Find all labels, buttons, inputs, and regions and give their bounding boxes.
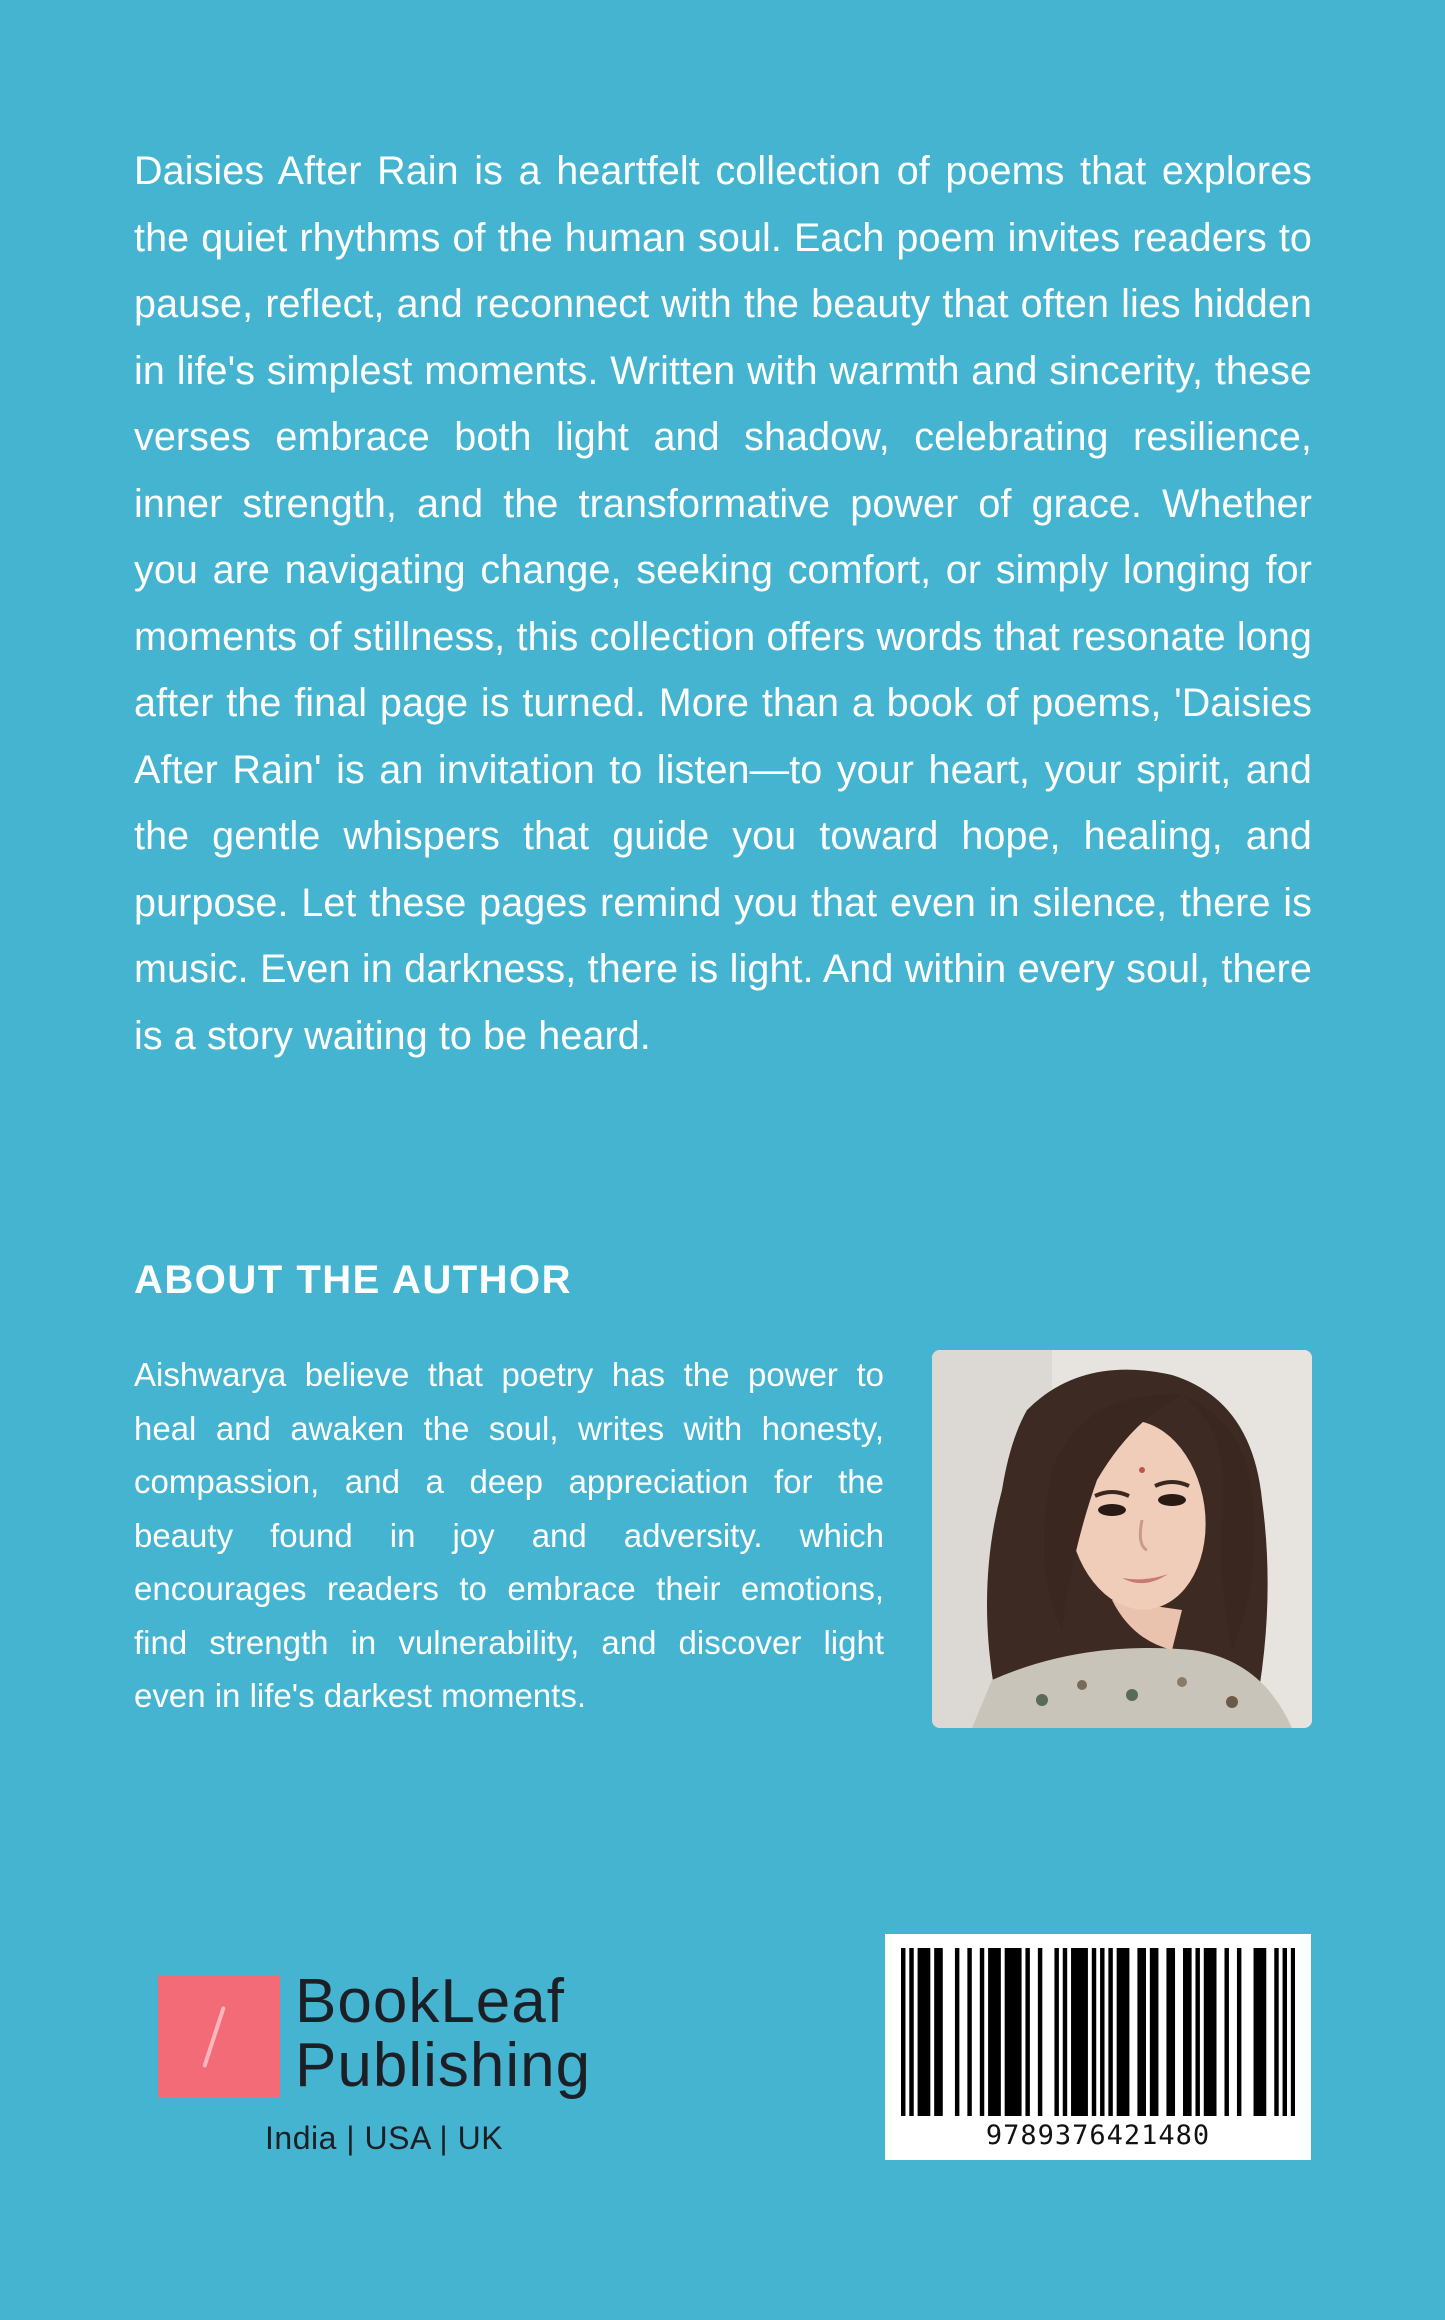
barcode-bar [1224, 1948, 1228, 2116]
barcode-bar [922, 1948, 926, 2116]
barcode-bar [1108, 1948, 1112, 2116]
barcode-bar [1025, 1948, 1029, 2116]
barcode-bar [1009, 1948, 1013, 2116]
barcode-bar [1017, 1948, 1021, 2116]
about-author-heading: ABOUT THE AUTHOR [134, 1258, 573, 1302]
barcode-bar [1005, 1948, 1009, 2116]
barcode-bar [1166, 1948, 1170, 2116]
book-description: Daisies After Rain is a heartfelt collection of poems that explores the quiet rhythms of the human soul. Each poem invites readers to pause, reflect, and reconnect with the beauty that often lies hidden in life's simplest moments. Written with warmth and sincerity, these verses embrace both light and shadow, celebrating resilience, inner strength, and the transformative power of grace. Whether you are navigating change, seeking comfort, or simply longing for moments of stillness, this collection offers words that resonate long after the final page is turned. More than a book of poems, 'Daisies After Rain' is an invitation to listen—to your heart, your spirit, and the gentle whispers that guide you toward hope, healing, and purpose. Let these pages remind you that even in silence, there is music. Even in darkness, there is light. And within every soul, there is a story waiting to be heard. [134, 149, 1312, 1058]
barcode-bar [938, 1948, 942, 2116]
barcode-bar [1258, 1948, 1262, 2116]
author-photo [932, 1350, 1312, 1728]
barcode-bar [1183, 1948, 1187, 2116]
barcode-bar [1212, 1948, 1216, 2116]
isbn-number: 9789376421480 [985, 2120, 1211, 2151]
barcode-bar [967, 1948, 971, 2116]
barcode-bar [1121, 1948, 1125, 2116]
barcode-bar [992, 1948, 996, 2116]
barcode-bar [1204, 1948, 1208, 2116]
barcode-bar [934, 1948, 938, 2116]
barcode-bar [1171, 1948, 1175, 2116]
slash-icon [202, 2006, 226, 2068]
barcode-bar [1083, 1948, 1087, 2116]
barcode-bar [1100, 1948, 1104, 2116]
isbn-barcode [885, 1934, 1311, 2160]
barcode-bar [1187, 1948, 1191, 2116]
barcode-bar [1291, 1948, 1295, 2116]
barcode-bars [901, 1948, 1295, 2116]
publisher-logo [158, 1967, 628, 2170]
barcode-bar [1237, 1948, 1241, 2116]
barcode-bar [980, 1948, 984, 2116]
publisher-name-line1: BookLeaf [295, 1967, 565, 2036]
barcode-bar [1254, 1948, 1258, 2116]
barcode-bar [996, 1948, 1000, 2116]
barcode-bar [1262, 1948, 1266, 2116]
barcode-bar [918, 1948, 922, 2116]
barcode-bar [1195, 1948, 1199, 2116]
barcode-bar [1071, 1948, 1075, 2116]
barcode-bar [926, 1948, 930, 2116]
barcode-bar [1013, 1948, 1017, 2116]
barcode-bar [1092, 1948, 1096, 2116]
author-bio: Aishwarya believe that poetry has the power to heal and awaken the soul, writes with honesty, compassion, and a deep appreciation for the beauty found in joy and adversity. which encourages readers to embrace their emotions, find strength in vulnerability, and discover light even in life's darkest moments. [134, 1356, 884, 1714]
barcode-bar [1054, 1948, 1058, 2116]
barcode-bar [988, 1948, 992, 2116]
barcode-bar [1150, 1948, 1154, 2116]
barcode-bar [909, 1948, 913, 2116]
barcode-bar [1142, 1948, 1146, 2116]
publisher-name-line2: Publishing [295, 2031, 592, 2100]
barcode-bar [1137, 1948, 1141, 2116]
barcode-bar [901, 1948, 905, 2116]
barcode-bar [1283, 1948, 1287, 2116]
barcode-bar [1274, 1948, 1278, 2116]
barcode-bar [1125, 1948, 1129, 2116]
publisher-regions: India | USA | UK [265, 2120, 504, 2156]
barcode-bar [1208, 1948, 1212, 2116]
leaf-logo-mark [158, 1975, 280, 2097]
barcode-bar [1038, 1948, 1042, 2116]
barcode-bar [1075, 1948, 1079, 2116]
barcode-bar [955, 1948, 959, 2116]
barcode-bar [1079, 1948, 1083, 2116]
barcode-bar [1063, 1948, 1067, 2116]
barcode-bar [1117, 1948, 1121, 2116]
barcode-bar [1154, 1948, 1158, 2116]
